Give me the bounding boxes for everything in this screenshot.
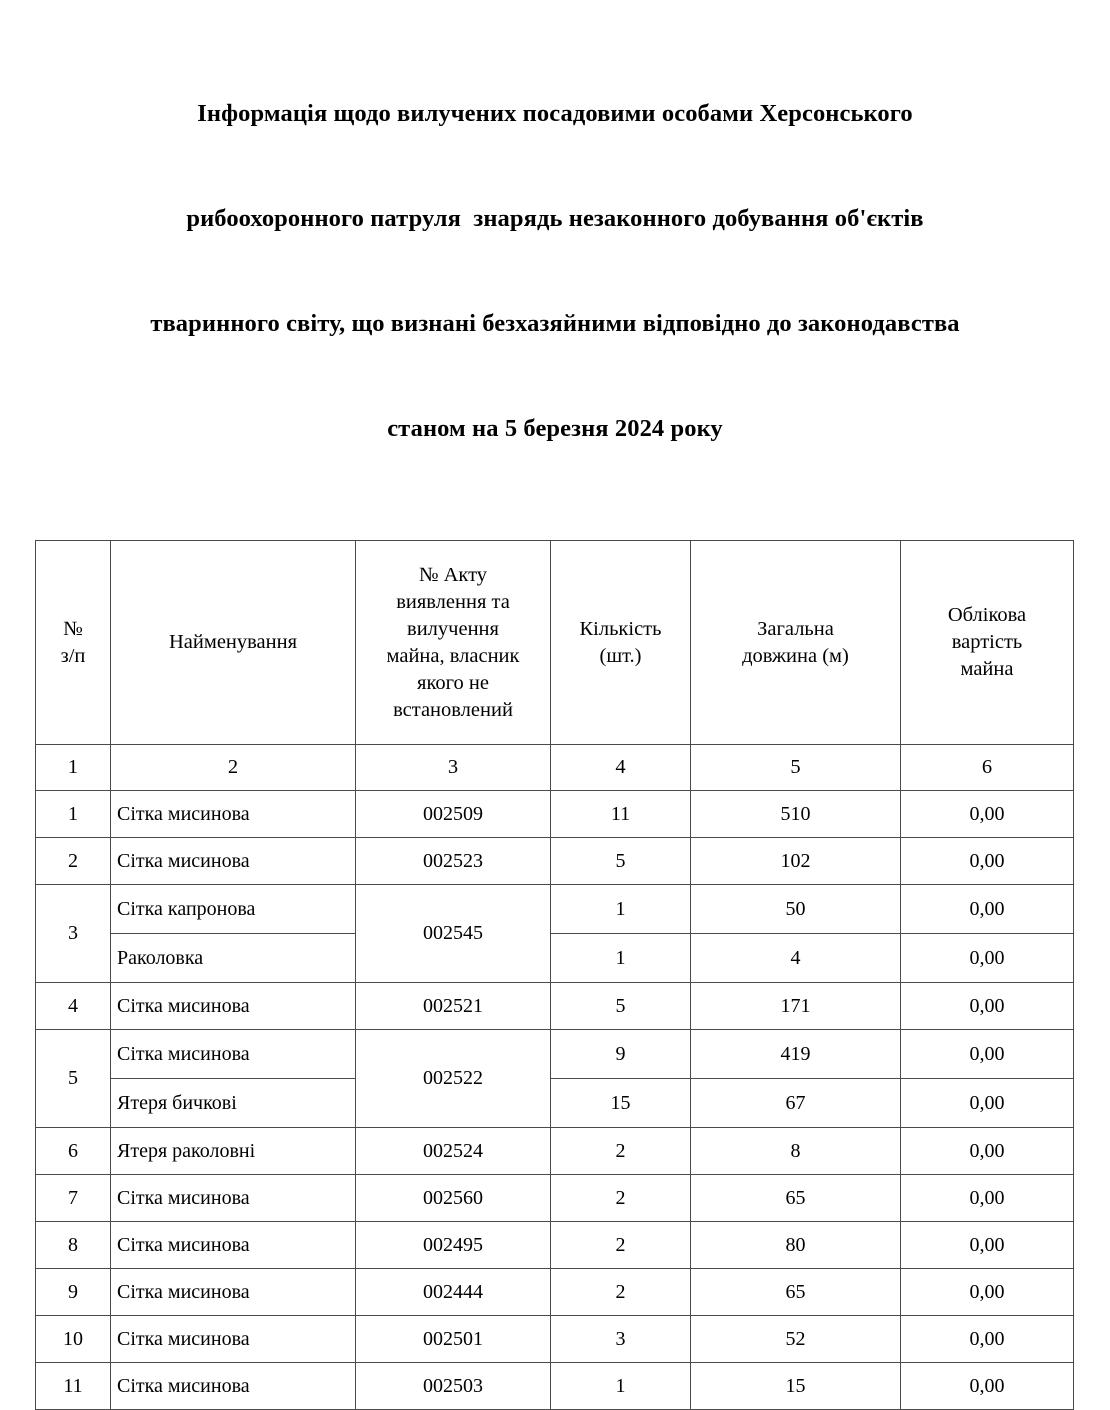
header-cost-line-3: майна xyxy=(960,658,1014,680)
cell-length: 510 xyxy=(691,791,901,838)
cell-quantity: 1 xyxy=(551,1363,691,1410)
cell-name: Сітка мисинова xyxy=(111,1175,356,1222)
header-cost-line-1: Облікова xyxy=(947,604,1027,626)
title-line-2: рибоохоронного патруля знарядь незаконного добування об'єктів xyxy=(186,205,924,232)
table-row xyxy=(36,1363,1074,1410)
header-act-line-4: майна, власник xyxy=(386,644,520,667)
title-line-1: Інформація щодо вилучених посадовими особами Херсонського xyxy=(197,100,913,127)
cell-length: 67 xyxy=(691,1079,901,1128)
table-container xyxy=(0,540,1110,1410)
cell-quantity: 2 xyxy=(551,1128,691,1175)
table-row xyxy=(36,838,1074,885)
cell-name: Сітка мисинова xyxy=(111,838,356,885)
header-qty-line-1: Кількість xyxy=(579,617,662,640)
table-header xyxy=(36,541,1074,745)
cell-name: Сітка мисинова xyxy=(111,1030,356,1079)
cell-quantity: 5 xyxy=(551,838,691,885)
header-act-line-2: виявлення та xyxy=(396,590,510,613)
cell-index: 2 xyxy=(36,838,111,885)
seized-gear-table xyxy=(35,540,1074,1410)
cell-index: 5 xyxy=(36,1030,111,1128)
cell-quantity: 5 xyxy=(551,983,691,1030)
cell-quantity: 1 xyxy=(551,885,691,934)
column-header-total-length xyxy=(691,541,901,745)
cell-name: Сітка мисинова xyxy=(111,1363,356,1410)
cell-length: 171 xyxy=(691,983,901,1030)
cell-cost: 0,00 xyxy=(901,1363,1074,1410)
cell-quantity: 11 xyxy=(551,791,691,838)
cell-act: 002522 xyxy=(356,1030,551,1128)
header-act-line-3: вилучення xyxy=(407,617,499,640)
cell-name: Ятеря раколовні xyxy=(111,1128,356,1175)
table-row xyxy=(36,1269,1074,1316)
table-row xyxy=(36,1175,1074,1222)
table-row xyxy=(36,791,1074,838)
column-header-book-value xyxy=(901,541,1074,745)
table-body xyxy=(36,745,1074,1410)
column-number-3: 3 xyxy=(356,745,551,791)
cell-quantity: 2 xyxy=(551,1269,691,1316)
header-act-line-6: встановлений xyxy=(393,698,513,721)
cell-cost: 0,00 xyxy=(901,1269,1074,1316)
cell-name: Сітка мисинова xyxy=(111,1222,356,1269)
cell-index: 6 xyxy=(36,1128,111,1175)
cell-index: 9 xyxy=(36,1269,111,1316)
table-row xyxy=(36,1030,1074,1079)
cell-index: 10 xyxy=(36,1316,111,1363)
header-length-line-1: Загальна xyxy=(757,617,834,640)
column-number-6: 6 xyxy=(901,745,1074,791)
column-number-4: 4 xyxy=(551,745,691,791)
cell-act: 002545 xyxy=(356,885,551,983)
cell-name: Раколовка xyxy=(111,934,356,983)
header-index-line-2: з/п xyxy=(60,644,86,667)
cell-cost: 0,00 xyxy=(901,934,1074,983)
cell-name: Сітка мисинова xyxy=(111,791,356,838)
cell-length: 8 xyxy=(691,1128,901,1175)
cell-quantity: 9 xyxy=(551,1030,691,1079)
cell-cost: 0,00 xyxy=(901,791,1074,838)
cell-length: 80 xyxy=(691,1222,901,1269)
column-number-1: 1 xyxy=(36,745,111,791)
cell-index: 8 xyxy=(36,1222,111,1269)
cell-act: 002523 xyxy=(356,838,551,885)
cell-cost: 0,00 xyxy=(901,1175,1074,1222)
cell-act: 002501 xyxy=(356,1316,551,1363)
cell-length: 15 xyxy=(691,1363,901,1410)
cell-length: 4 xyxy=(691,934,901,983)
cell-act: 002495 xyxy=(356,1222,551,1269)
table-row xyxy=(36,885,1074,934)
table-row xyxy=(36,1128,1074,1175)
header-length-line-2: довжина (м) xyxy=(742,644,849,667)
cell-quantity: 2 xyxy=(551,1222,691,1269)
cell-cost: 0,00 xyxy=(901,1222,1074,1269)
page-title xyxy=(0,0,1110,516)
cell-index: 3 xyxy=(36,885,111,983)
header-index-line-1: № xyxy=(63,617,83,640)
cell-cost: 0,00 xyxy=(901,885,1074,934)
cell-length: 419 xyxy=(691,1030,901,1079)
title-line-4: станом на 5 березня 2024 року xyxy=(387,415,723,442)
cell-name: Сітка мисинова xyxy=(111,1316,356,1363)
header-row xyxy=(36,541,1074,745)
cell-cost: 0,00 xyxy=(901,1316,1074,1363)
cell-act: 002560 xyxy=(356,1175,551,1222)
cell-length: 102 xyxy=(691,838,901,885)
cell-index: 1 xyxy=(36,791,111,838)
cell-index: 11 xyxy=(36,1363,111,1410)
table-row xyxy=(36,934,1074,983)
cell-cost: 0,00 xyxy=(901,1030,1074,1079)
column-header-name xyxy=(111,541,356,745)
cell-length: 65 xyxy=(691,1269,901,1316)
cell-act: 002521 xyxy=(356,983,551,1030)
column-number-2: 2 xyxy=(111,745,356,791)
cell-index: 7 xyxy=(36,1175,111,1222)
cell-act: 002509 xyxy=(356,791,551,838)
cell-quantity: 2 xyxy=(551,1175,691,1222)
column-number-row xyxy=(36,745,1074,791)
cell-length: 65 xyxy=(691,1175,901,1222)
cell-length: 52 xyxy=(691,1316,901,1363)
column-header-act-number xyxy=(356,541,551,745)
table-row xyxy=(36,1079,1074,1128)
cell-cost: 0,00 xyxy=(901,838,1074,885)
cell-cost: 0,00 xyxy=(901,1079,1074,1128)
cell-quantity: 1 xyxy=(551,934,691,983)
cell-quantity: 3 xyxy=(551,1316,691,1363)
header-qty-line-2: (шт.) xyxy=(599,644,642,667)
cell-name: Сітка мисинова xyxy=(111,1269,356,1316)
table-row xyxy=(36,1222,1074,1269)
column-header-index xyxy=(36,541,111,745)
title-line-3: тваринного світу, що визнані безхазяйними відповідно до законодавства xyxy=(150,310,960,337)
table-row xyxy=(36,1316,1074,1363)
cell-act: 002524 xyxy=(356,1128,551,1175)
column-header-quantity xyxy=(551,541,691,745)
table-row xyxy=(36,983,1074,1030)
cell-cost: 0,00 xyxy=(901,1128,1074,1175)
cell-name: Ятеря бичкові xyxy=(111,1079,356,1128)
cell-length: 50 xyxy=(691,885,901,934)
header-act-line-5: якого не xyxy=(417,671,489,694)
header-cost-line-2: вартість xyxy=(951,631,1023,653)
header-name-line-1: Найменування xyxy=(168,631,298,653)
cell-act: 002503 xyxy=(356,1363,551,1410)
cell-cost: 0,00 xyxy=(901,983,1074,1030)
cell-index: 4 xyxy=(36,983,111,1030)
column-number-5: 5 xyxy=(691,745,901,791)
cell-quantity: 15 xyxy=(551,1079,691,1128)
cell-act: 002444 xyxy=(356,1269,551,1316)
header-act-line-1: № Акту xyxy=(418,563,488,586)
cell-name: Сітка капронова xyxy=(111,885,356,934)
cell-name: Сітка мисинова xyxy=(111,983,356,1030)
